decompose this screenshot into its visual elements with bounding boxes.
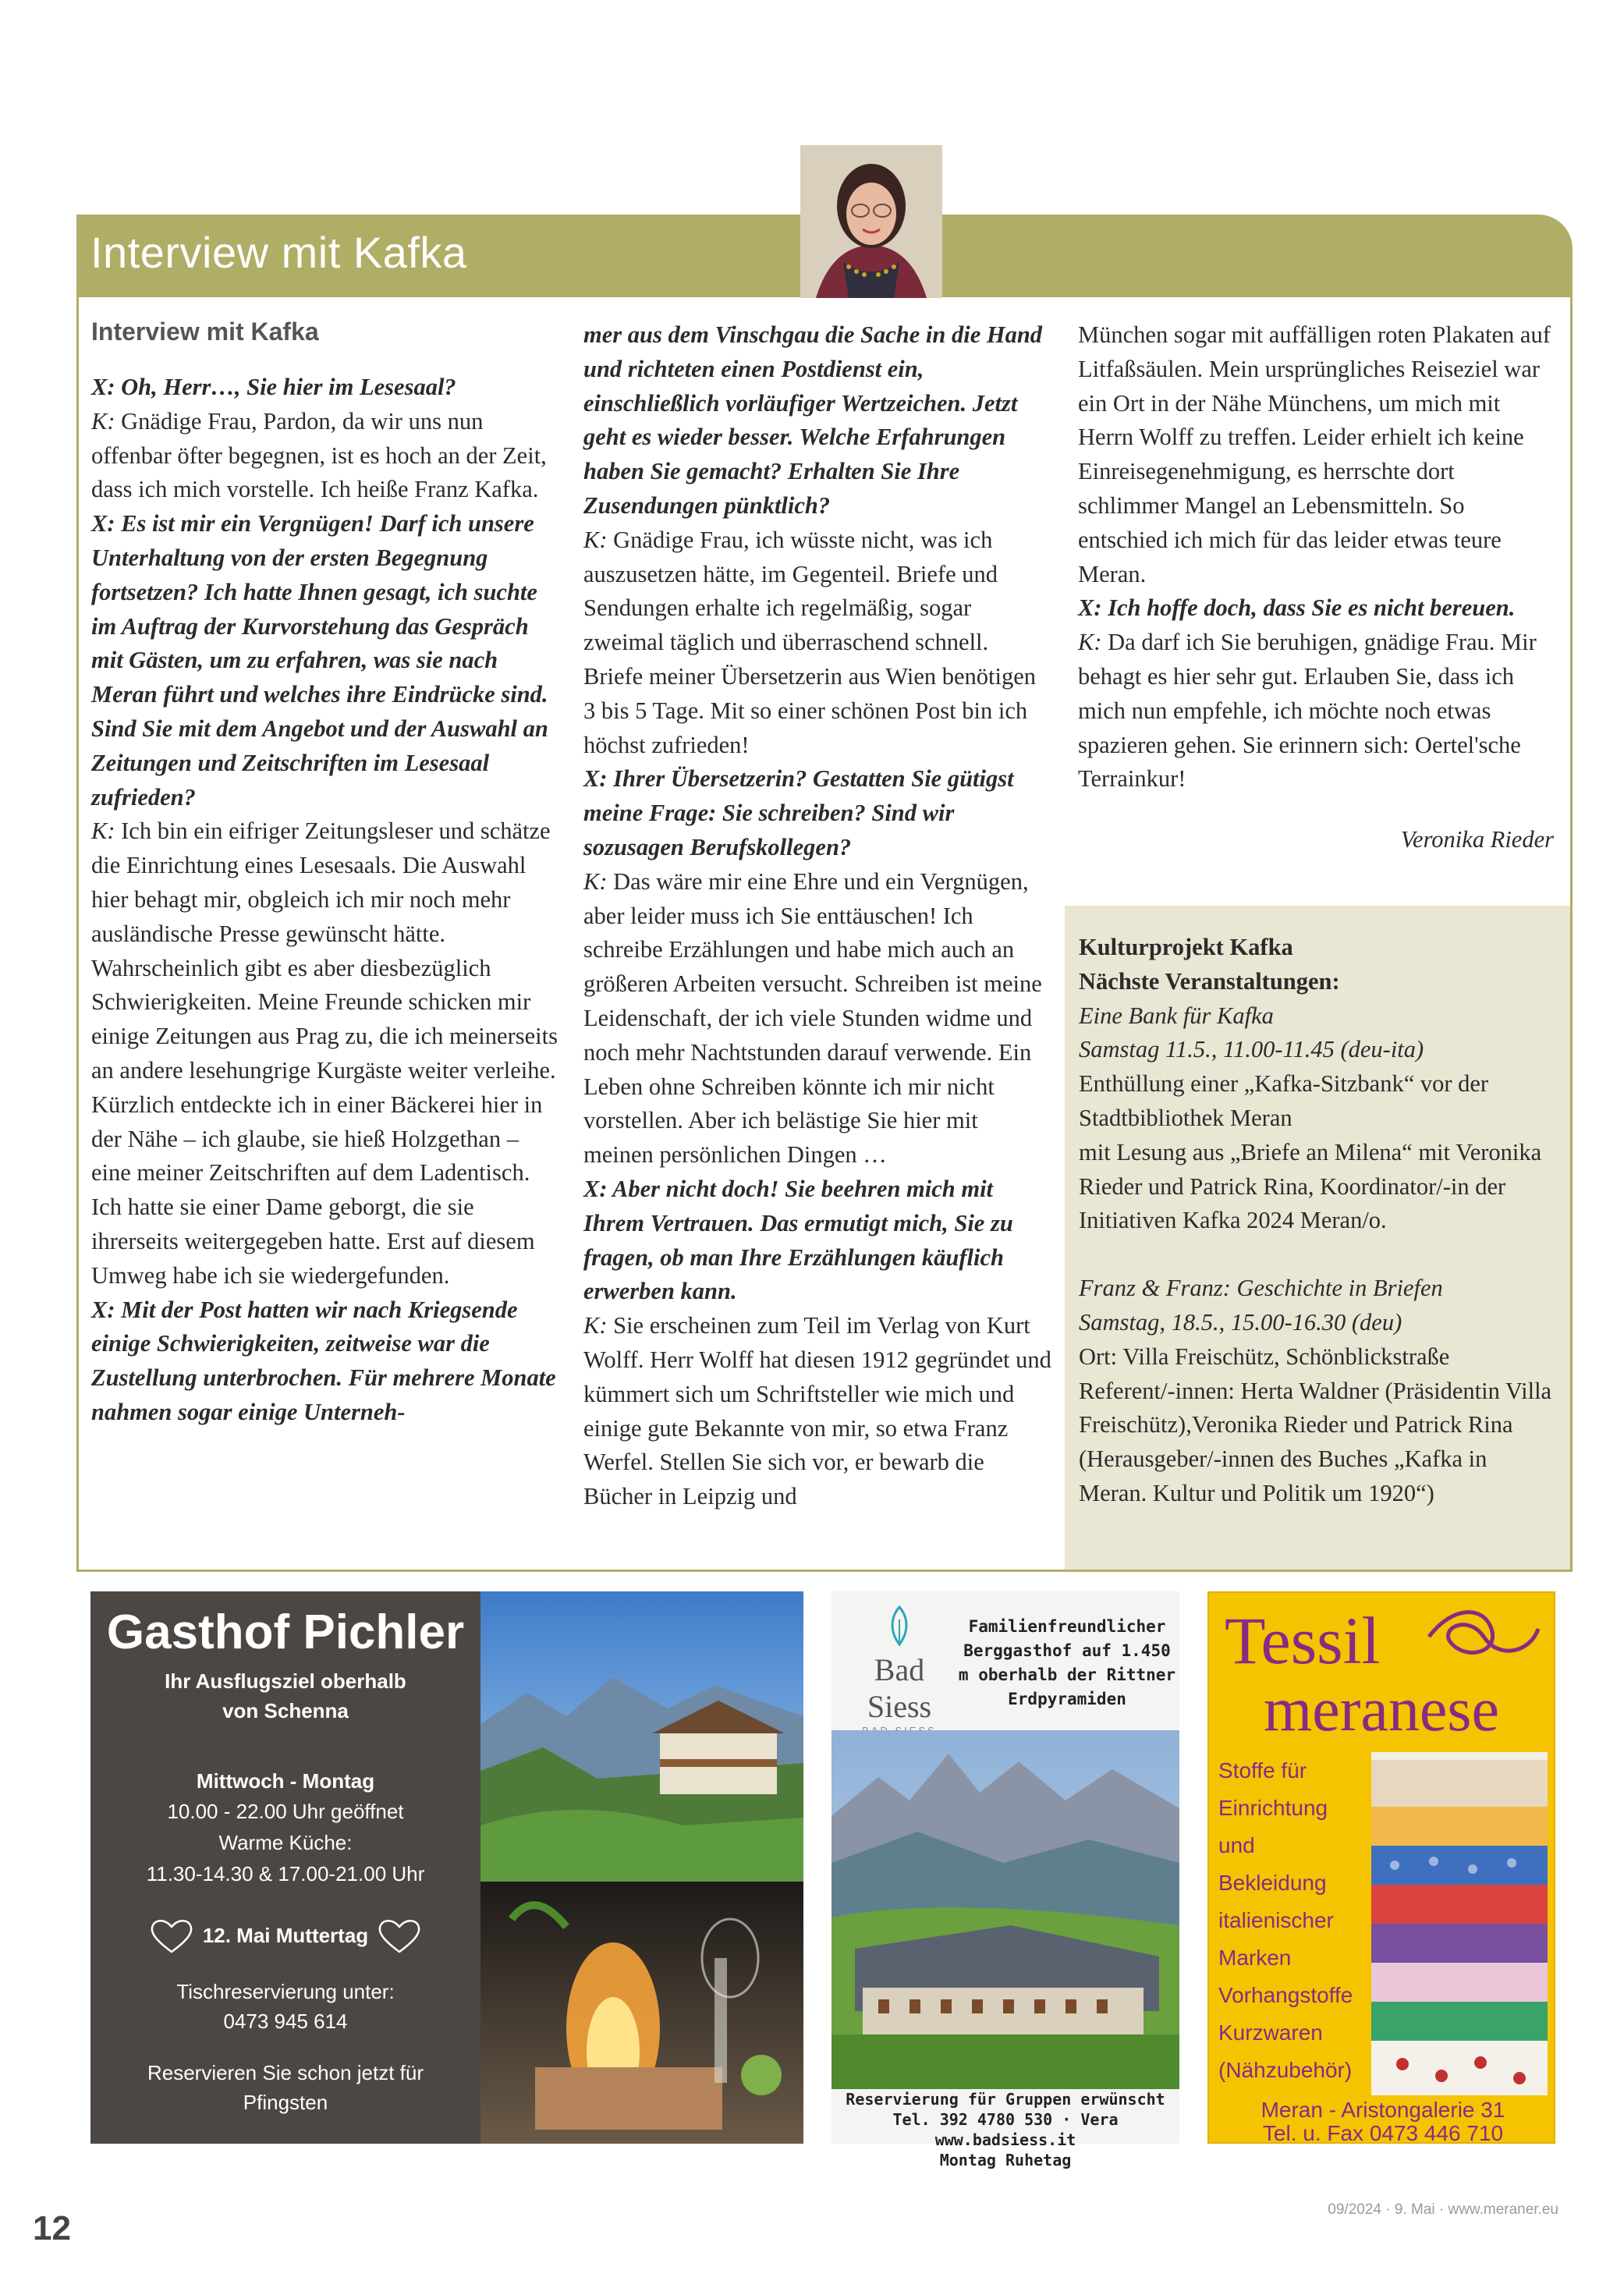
pichler-reserve: Tischreservierung unter: [176, 1980, 395, 2003]
pichler-address: Pichlerstraße 32 [211, 2152, 360, 2175]
interview-question: X: Es ist mir ein Vergnügen! Darf ich unsere Unterhaltung von der ersten Begegnung fortsetzen? Ich hatte Ihnen gesagt, ich suchte im Auftrag der Kurvorstehung das Gespräch mit Gästen, um zu erfahren, was sie nach Meran führt und welches ihre Eindrücke sind. Sind Sie mit dem Angebot und der Auswahl an Zeitungen und Zeitschriften im Lesesaal zufrieden? [91, 510, 548, 811]
footer-info: 09/2024 · 9. Mai · www.meraner.eu [1328, 2201, 1558, 2218]
article-column-3 [1078, 318, 1554, 857]
pichler-subtitle: Ihr Ausflugsziel oberhalb von Schenna [165, 1669, 406, 1722]
pichler-kitchen: Warme Küche: [218, 1831, 353, 1854]
event-1-date: Samstag 11.5., 11.00-11.45 (deu-ita) [1079, 1036, 1424, 1063]
interview-question: X: Mit der Post hatten wir nach Kriegsende einige Schwierigkeiten, zeitweise war die Zustellung unterbrochen. Für mehrere Monate nahmen sogar einige Unterneh- [91, 1296, 556, 1425]
speaker-label: K: [583, 1312, 608, 1339]
event-2-date: Samstag, 18.5., 15.00-16.30 (deu) [1079, 1308, 1402, 1336]
ad-bad-siess [832, 1591, 1179, 2169]
events-box [1065, 906, 1570, 1570]
pichler-info-panel [90, 1591, 480, 2175]
tessil-logo [1218, 1603, 1546, 1744]
bad-siess-logo [841, 1604, 958, 1736]
tessil-item: Kurzwaren [1218, 2020, 1323, 2045]
bad-siess-groups: Reservierung für Gruppen erwünscht [846, 2090, 1165, 2109]
speaker-label: K: [583, 867, 608, 895]
tessil-address: Meran - Aristongalerie 31 [1261, 2098, 1505, 2122]
interview-question: mer aus dem Vinschgau die Sache in die Hand und richteten einen Postdienst ein, einschließlich vorläufiger Wertzeichen. Jetzt geht es wieder besser. Welche Erfahrungen haben Sie gemacht? Erhalten Sie Ihre Zusendungen pünktlich? [583, 321, 1043, 519]
tessil-product-list [1218, 1752, 1367, 2089]
pichler-phone: 0473 945 614 [223, 2010, 348, 2033]
interview-question: X: Oh, Herr…, Sie hier im Lesesaal? [91, 374, 456, 400]
article-column-2 [583, 318, 1051, 1514]
event-2-place: Ort: Villa Freischütz, Schönblickstraße [1079, 1343, 1450, 1370]
tessil-item: (Nähzubehör) [1218, 2058, 1353, 2082]
interview-answer: K: Das wäre mir eine Ehre und ein Vergnügen, aber leider muss ich Sie enttäuschen! Ich schreibe Erzählungen und habe mich auch an größeren Arbeiten versucht. Schreiben ist meine Leidenschaft, der ich viele Stunden widme und noch mehr Nachtstunden darauf verwende. Ein Leben ohne Schreiben könnte ich mir nicht vorstellen. Aber ich belästige Sie hier mit meinen persönlichen Dingen … [583, 867, 1042, 1169]
events-next: Nächste Veranstaltungen: [1079, 967, 1340, 995]
pichler-pfingsten: Reservieren Sie schon jetzt für Pfingsten [147, 2061, 424, 2114]
interview-question: X: Ich hoffe doch, dass Sie es nicht bereuen. [1078, 594, 1516, 622]
speaker-label: K: [1078, 629, 1102, 656]
events-project: Kulturprojekt Kafka [1079, 934, 1293, 960]
col1-body [91, 371, 559, 1430]
ad-tessil-meranese [1207, 1591, 1555, 2144]
pichler-name: Gasthof Pichler [106, 1605, 465, 1659]
bad-siess-contact: Tel. 392 4780 530 · Vera www.badsiess.it [892, 2110, 1119, 2149]
interview-answer: K: Ich bin ein eifriger Zeitungsleser und schätze die Einrichtung eines Lesesaals. Die Auswahl hier behagt mir, obgleich ich mir noch mehr ausländische Presse gewünscht hätte. Wahrscheinlich gibt es aber diesbezüglich Schwierigkeiten. Meine Freunde schicken mir einige Zeitungen aus Prag zu, die ich meinerseits an andere lesehungrige Kurgäste weiter verleihe. Kürzlich entdeckte ich in einer Bäckerei hier in der Nähe – ich glaube, sie hieß Holzgethan – eine meiner Zeitschriften auf dem Ladentisch. Ich hatte sie einer Dame geborgt, die sie ihrerseits weitergegeben hatte. Erst auf diesem Umweg habe ich sie wiedergefunden. [91, 818, 558, 1289]
page-number: 12 [33, 2209, 71, 2247]
ad-gasthof-pichler [90, 1591, 803, 2175]
tessil-logo-word-1: Tessil [1225, 1603, 1381, 1678]
col3-body [1078, 318, 1554, 796]
tessil-phone: Tel. u. Fax 0473 446 710 [1262, 2121, 1504, 2145]
speaker-label: K: [583, 526, 608, 553]
event-1-description: Enthüllung einer „Kafka-Sitzbank“ vor der Stadtbibliothek Meran [1079, 1070, 1489, 1131]
tessil-item: Bekleidung [1218, 1871, 1327, 1895]
col2-body [583, 318, 1051, 1514]
pichler-photos [480, 1591, 803, 2144]
event-2-description: Referent/-innen: Herta Waldner (Präsidentin Villa Freischütz),Veronika Rieder und Patrick Rina (Herausgeber/-innen des Buches „Kafka in Meran. Kultur und Politik um 1920“) [1079, 1377, 1552, 1506]
bad-siess-logo-name: Bad Siess [867, 1652, 932, 1724]
leaf-icon [876, 1604, 923, 1648]
pichler-muttertag-label: 12. Mai Muttertag [202, 1923, 369, 1947]
interview-question: X: Aber nicht doch! Sie beehren mich mit Ihrem Vertrauen. Das ermutigt mich, Sie zu fragen, ob man Ihre Erzählungen käuflich erwerben kann. [583, 1175, 1013, 1305]
pichler-muttertag [90, 1916, 480, 1955]
tessil-item: Marken [1218, 1946, 1292, 1970]
author-portrait [800, 145, 942, 298]
interview-answer: K: Gnädige Frau, Pardon, da wir uns nun offenbar öfter begegnen, ist es hoch an der Zeit, dass ich mich vorstelle. Ich heiße Franz Kafka. [91, 407, 547, 503]
pichler-hours: 10.00 - 22.00 Uhr geöffnet [167, 1800, 404, 1823]
ornament-icon [1429, 1612, 1538, 1653]
bad-siess-footer [832, 2089, 1179, 2170]
pichler-days: Mittwoch - Montag [196, 1769, 375, 1793]
speaker-label: K: [91, 818, 115, 845]
event-2-title: Franz & Franz: Geschichte in Briefen [1079, 1275, 1443, 1302]
speaker-label: K: [91, 407, 115, 435]
bad-siess-photo [832, 1730, 1179, 2089]
event-1-title: Eine Bank für Kafka [1079, 1002, 1274, 1029]
tessil-item: Stoffe für [1218, 1758, 1307, 1783]
bad-siess-headline: Familienfreundlicher Berggasthof auf 1.450 m oberhalb der Rittner Erdpyramiden [958, 1617, 1176, 1708]
tessil-logo-word-2: meranese [1264, 1676, 1500, 1744]
tessil-item: Einrichtung [1218, 1796, 1328, 1820]
tessil-fabric-photo [1371, 1752, 1548, 2095]
interview-question: X: Ihrer Übersetzerin? Gestatten Sie gütigst meine Frage: Sie schreiben? Sind wir sozusagen Berufskollegen? [583, 765, 1014, 860]
section-title: Interview mit Kafka [90, 228, 467, 277]
article-column-1 [91, 316, 559, 1430]
tessil-footer [1209, 2098, 1557, 2145]
article-author: Veronika Rieder [1400, 826, 1554, 853]
article-subhead: Interview mit Kafka [91, 317, 319, 346]
bad-siess-rest-day: Montag Ruhetag [939, 2151, 1072, 2169]
interview-paragraph: München sogar mit auffälligen roten Plakaten auf Litfaßsäulen. Mein ursprüngliches Reiseziel war ein Ort in der Nähe Münchens, um mich mit Herrn Wolff zu treffen. Leider erhielt ich keine Einreisegenehmigung, es herrschte dort schlimmer Mangel an Lebensmitteln. So entschied ich mich für das leider etwas teure Meran. [1078, 321, 1551, 587]
interview-answer: K: Sie erscheinen zum Teil im Verlag von Kurt Wolff. Herr Wolff hat diesen 1912 gegründet und kümmert sich um Schriftsteller wie mich und einige gute Bekannte von mir, so etwa Franz Werfel. Stellen Sie sich vor, er bewarb die Bücher in Leipzig und [583, 1312, 1051, 1510]
pichler-kitchen-hours: 11.30-14.30 & 17.00-21.00 Uhr [146, 1862, 425, 1885]
tessil-item: italienischer [1218, 1908, 1334, 1932]
tessil-item: und [1218, 1833, 1255, 1857]
interview-answer: K: Gnädige Frau, ich wüsste nicht, was ich auszusetzen hätte, im Gegenteil. Briefe und Sendungen erhalte ich regelmäßig, sogar zweimal täglich und überraschend schnell. Briefe meiner Übersetzerin aus Wien benötigen 3 bis 5 Tage. Mit so einer schönen Post bin ich höchst zufrieden! [583, 526, 1037, 758]
interview-answer: K: Da darf ich Sie beruhigen, gnädige Frau. Mir behagt es hier sehr gut. Erlauben Sie, dass ich mich nun empfehle, ich möchte noch etwas spazieren gehen. Sie erinnern sich: Oertel'sche Terrainkur! [1078, 629, 1537, 793]
tessil-item: Vorhangstoffe [1218, 1983, 1353, 2007]
heart-icon [374, 1916, 424, 1955]
event-1-reading: mit Lesung aus „Briefe an Milena“ mit Veronika Rieder und Patrick Rina, Koordinator/-in der Initiativen Kafka 2024 Meran/o. [1079, 1138, 1542, 1234]
heart-icon [147, 1916, 197, 1955]
